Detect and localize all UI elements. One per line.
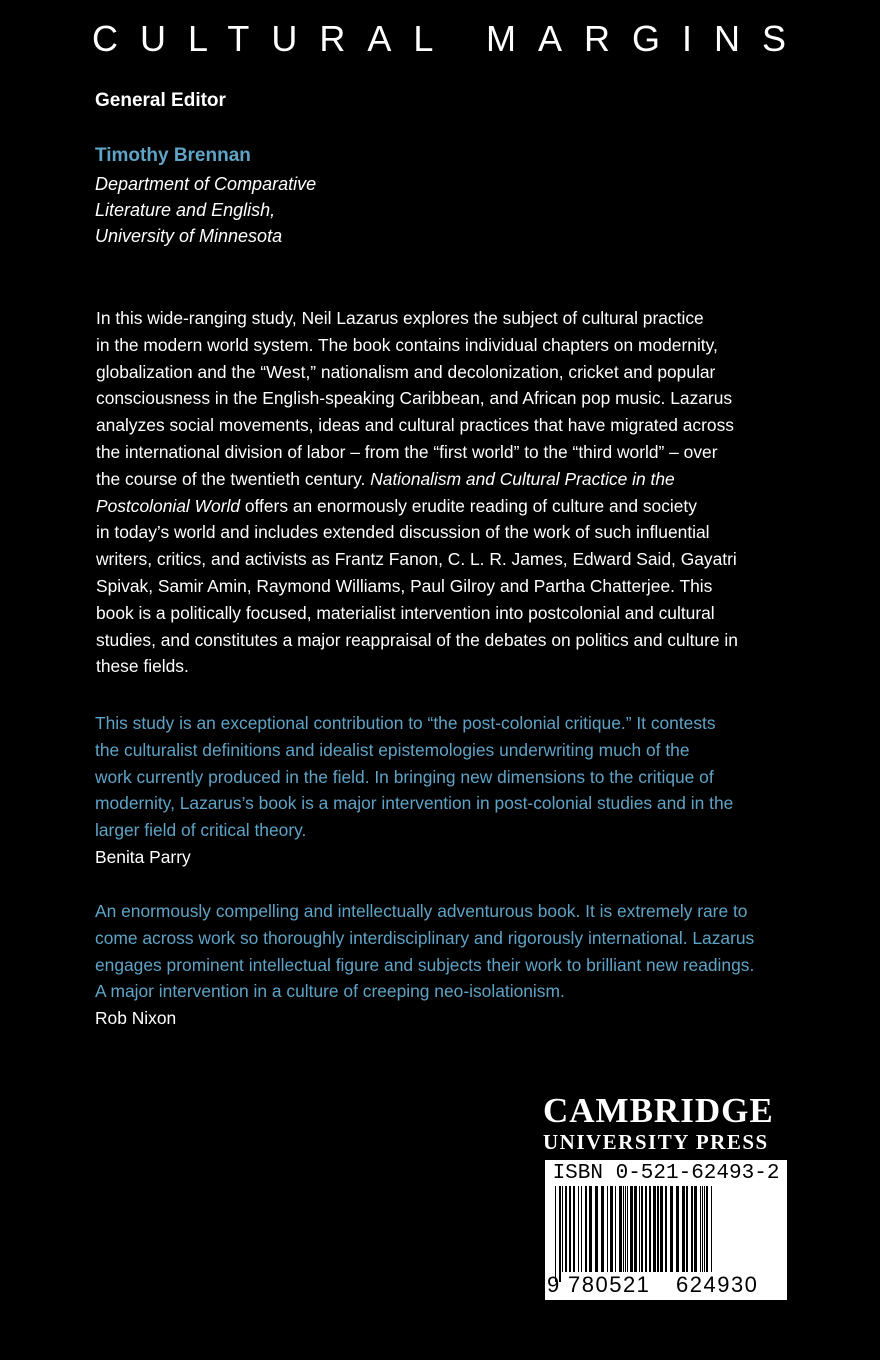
barcode-bar [660,1186,663,1272]
quote-line: modernity, Lazarus’s book is a major intervention in post-colonial studies and in the [95,793,734,814]
barcode-bar [627,1186,628,1272]
description-line: the international division of labor – from the “first world” to the “third world” – over [96,441,718,462]
description-line: globalization and the “West,” nationalism and decolonization, cricket and popular [96,361,716,382]
description-line [96,493,786,520]
barcode-bar [702,1186,703,1272]
quote-line: A major intervention in a culture of creeping neo-isolationism. [95,981,565,1002]
barcode-bar [615,1186,616,1272]
barcode-bar [645,1186,647,1272]
description-line: these fields. [96,656,189,677]
barcode-bar [610,1186,613,1272]
barcode-bar [585,1186,587,1272]
description-line: Spivak, Samir Amin, Raymond Williams, Paul Gilroy and Partha Chatterjee. This [96,575,713,596]
quote-line: work currently produced in the field. In bringing new dimensions to the critique of [95,766,714,787]
barcode-bar [682,1186,685,1272]
editor-name: Timothy Brennan [95,145,251,166]
barcode-bar [700,1186,701,1272]
barcode-bar [686,1186,688,1272]
ean-digits [545,1272,787,1298]
barcode-bar [607,1186,608,1272]
isbn-number: ISBN 0-521-62493-2 [552,1162,780,1185]
barcode-bar [657,1186,659,1272]
quote-line: An enormously compelling and intellectually adventurous book. It is extremely rare to [95,901,748,921]
barcode-bar [625,1186,626,1272]
book-title-italic: Postcolonial World [96,495,241,516]
description-line: book is a politically focused, materialist intervention into postcolonial and cultural [96,602,715,623]
review-quote [95,710,795,871]
barcode-bar [569,1186,571,1272]
barcode-bar [581,1186,582,1272]
book-description [96,305,786,680]
description-line [96,466,786,493]
barcode-bar [649,1186,651,1272]
review-quote [95,898,795,1032]
quote-attribution: Rob Nixon [95,1008,177,1029]
ean-group-right: 624930 [673,1272,761,1298]
barcode-bar [578,1186,579,1272]
description-line: writers, critics, and activists as Frantz Fanon, C. L. R. James, Edward Said, Gayatri [96,549,737,570]
barcode-bar [601,1186,604,1272]
series-title: CULTURAL MARGINS [92,18,809,59]
barcode-bar [691,1186,693,1272]
quote-line: This study is an exceptional contribution to “the post-colonial critique.” It contests [95,713,716,733]
publisher-name: CAMBRIDGE [543,1091,774,1130]
quote-attribution: Benita Parry [95,846,191,867]
general-editor-label: General Editor [95,90,226,111]
isbn-barcode [545,1160,787,1300]
affiliation-line: Department of Comparative [95,174,317,194]
barcode-bar [704,1186,705,1272]
barcode-bar [562,1186,563,1272]
quote-line: engages prominent intellectual figure and subjects their work to brilliant new readings. [95,954,755,975]
description-line: in the modern world system. The book contains individual chapters on modernity, [96,334,718,355]
ean-group-left: 780521 [565,1272,653,1298]
description-line: analyzes social movements, ideas and cultural practices that have migrated across [96,415,734,436]
barcode-bar [573,1186,575,1272]
affiliation-line: University of Minnesota [95,226,283,246]
barcode-bar [565,1186,567,1272]
barcode-bar [694,1186,697,1272]
quote-line: the culturalist definitions and idealist epistemologies underwriting much of the [95,739,690,760]
barcode-bar [555,1186,556,1282]
barcode-bars [551,1186,781,1282]
barcode-bar [634,1186,637,1282]
barcode-bar [630,1186,633,1272]
quote-line: larger field of critical theory. [95,820,307,841]
barcode-bar [639,1186,640,1272]
barcode-bar [711,1186,712,1282]
barcode-bar [670,1186,673,1272]
barcode-bar [623,1186,624,1272]
barcode-bar [676,1186,679,1272]
description-text: the course of the twentieth century. [96,468,371,489]
description-text: offers an enormously erudite reading of culture and society [240,495,697,516]
barcode-bar [619,1186,622,1272]
barcode-bar [559,1186,561,1282]
affiliation-line: Literature and English, [95,200,276,220]
barcode-bar [665,1186,667,1272]
book-title-italic: Nationalism and Cultural Practice in the [370,468,675,489]
barcode-bar [595,1186,598,1272]
ean-first-digit: 9 [547,1272,560,1297]
barcode-bar [706,1186,708,1282]
barcode-bar [589,1186,592,1272]
barcode-bar [641,1186,643,1272]
publisher-press: UNIVERSITY PRESS [543,1130,769,1154]
description-line: In this wide-ranging study, Neil Lazarus explores the subject of cultural practice [96,308,704,328]
publisher-logo [543,1093,793,1155]
barcode-bar [653,1186,656,1272]
description-line: consciousness in the English-speaking Caribbean, and African pop music. Lazarus [96,388,733,409]
description-line: studies, and constitutes a major reappraisal of the debates on politics and culture in [96,629,738,650]
editor-affiliation [95,171,316,249]
quote-line: come across work so thoroughly interdisciplinary and rigorously international. Lazarus [95,927,755,948]
description-line: in today’s world and includes extended discussion of the work of such influential [96,522,710,543]
